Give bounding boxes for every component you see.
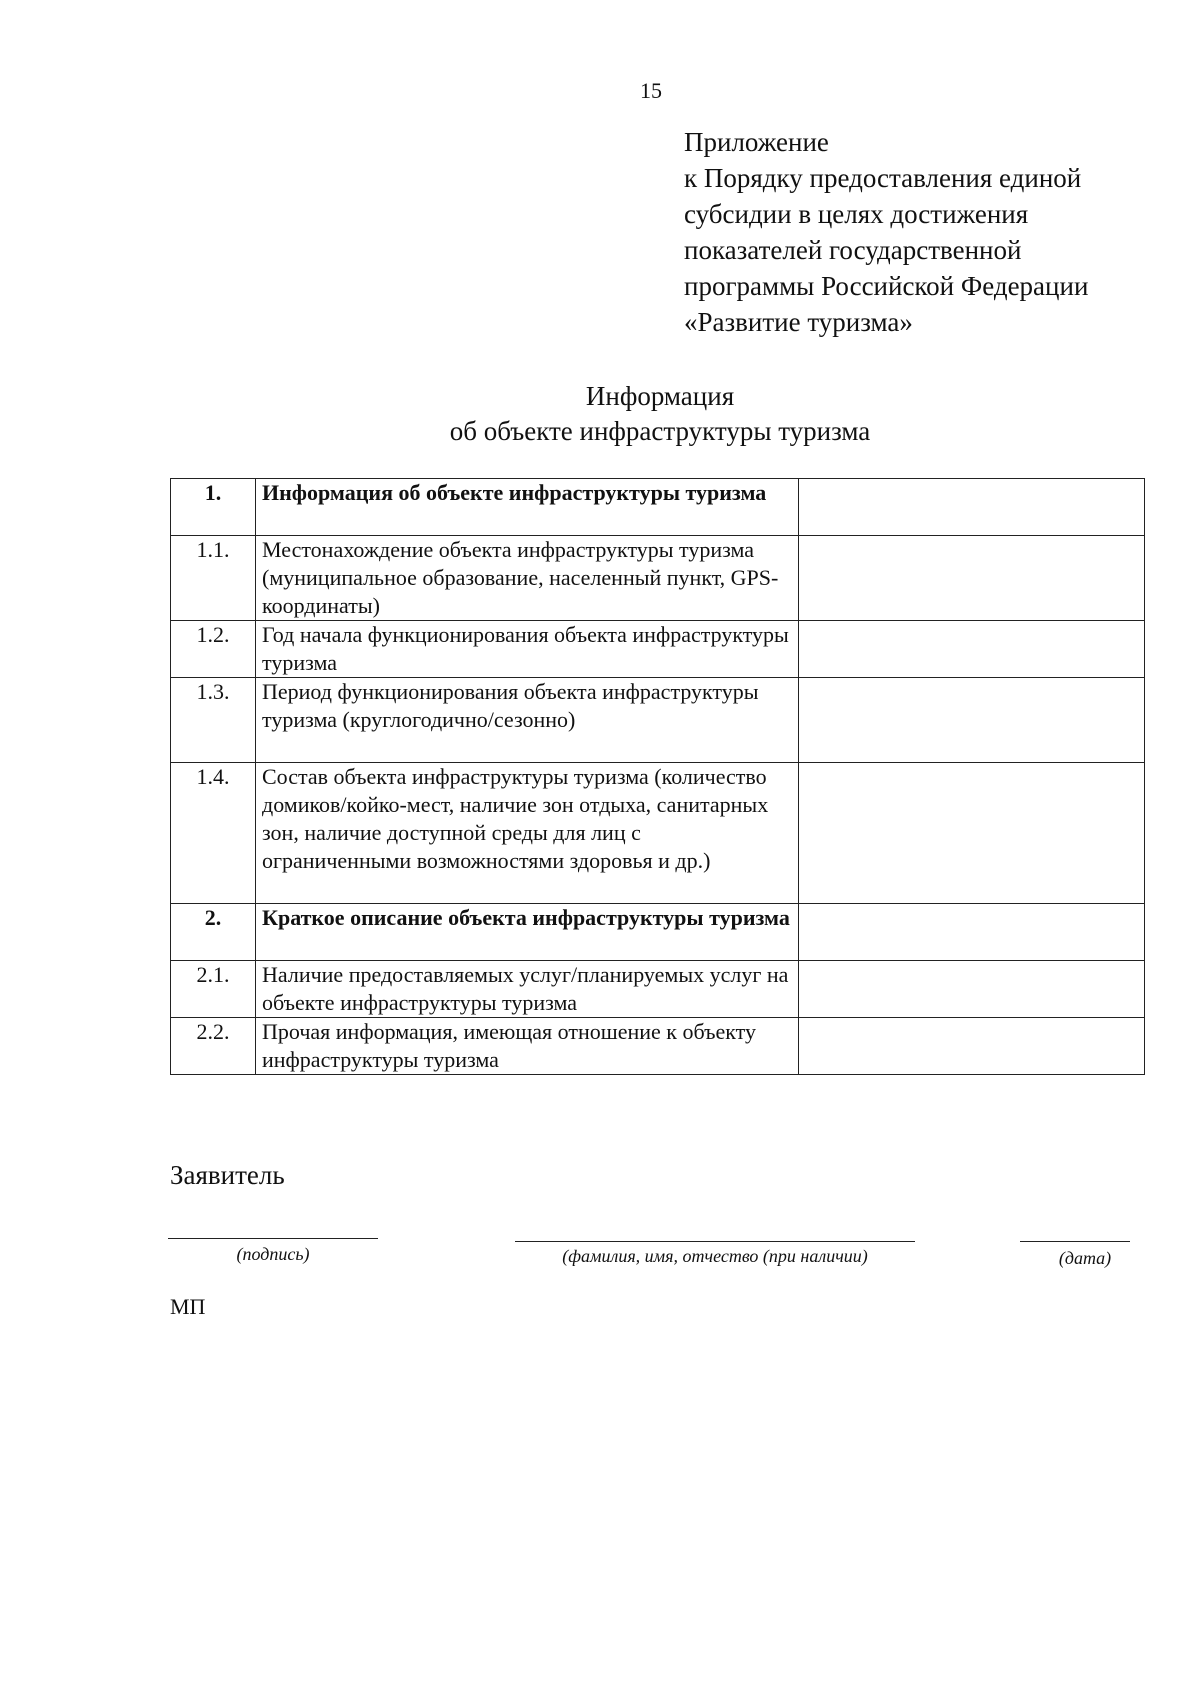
row-number: 2. xyxy=(171,904,256,961)
row-description: Краткое описание объекта инфраструктуры туризма xyxy=(256,904,799,961)
table-row xyxy=(171,961,1145,1018)
row-value-cell[interactable] xyxy=(799,904,1145,961)
row-value-cell[interactable] xyxy=(799,621,1145,678)
row-value-cell[interactable] xyxy=(799,536,1145,621)
row-number: 1.3. xyxy=(171,678,256,763)
info-table xyxy=(170,478,1145,1075)
row-value-cell[interactable] xyxy=(799,678,1145,763)
signature-line[interactable] xyxy=(168,1238,378,1239)
signature-caption: (подпись) xyxy=(236,1244,310,1264)
row-description: Год начала функционирования объекта инфраструктуры туризма xyxy=(256,621,799,678)
page-number: 15 xyxy=(640,78,662,103)
row-value-cell[interactable] xyxy=(799,479,1145,536)
appendix-line: Приложение xyxy=(684,127,829,157)
row-description: Период функционирования объекта инфраструктуры туризма (круглогодично/сезонно) xyxy=(256,678,799,763)
date-line[interactable] xyxy=(1020,1241,1130,1242)
full-name-line[interactable] xyxy=(515,1241,915,1242)
table-row xyxy=(171,621,1145,678)
row-description: Наличие предоставляемых услуг/планируемых услуг на объекте инфраструктуры туризма xyxy=(256,961,799,1018)
appendix-line: «Развитие туризма» xyxy=(684,307,913,337)
table-row xyxy=(171,479,1145,536)
row-value-cell[interactable] xyxy=(799,961,1145,1018)
row-number: 2.2. xyxy=(171,1018,256,1075)
table-row xyxy=(171,1018,1145,1075)
row-number: 1. xyxy=(171,479,256,536)
appendix-line: показателей государственной xyxy=(684,235,1022,265)
row-description: Состав объекта инфраструктуры туризма (количество домиков/койко-мест, наличие зон отдыха, санитарных зон, наличие доступной среды для лиц с ограниченными возможностями здоровья и др.) xyxy=(256,763,799,904)
row-number: 1.4. xyxy=(171,763,256,904)
row-description: Информация об объекте инфраструктуры туризма xyxy=(256,479,799,536)
document-title xyxy=(0,379,1200,449)
row-description: Прочая информация, имеющая отношение к объекту инфраструктуры туризма xyxy=(256,1018,799,1075)
row-value-cell[interactable] xyxy=(799,763,1145,904)
date-caption: (дата) xyxy=(1058,1248,1112,1268)
appendix-line: программы Российской Федерации xyxy=(684,271,1089,301)
appendix-line: к Порядку предоставления единой xyxy=(684,163,1082,193)
row-description: Местонахождение объекта инфраструктуры туризма (муниципальное образование, населенный пункт, GPS-координаты) xyxy=(256,536,799,621)
stamp-label: МП xyxy=(170,1294,206,1319)
appendix-line: субсидии в целях достижения xyxy=(684,199,1029,229)
table-row xyxy=(171,678,1145,763)
table-row xyxy=(171,536,1145,621)
applicant-label: Заявитель xyxy=(170,1160,285,1190)
document-title-line2: об объекте инфраструктуры туризма xyxy=(449,416,871,446)
document-title-line1: Информация xyxy=(585,381,735,411)
table-row xyxy=(171,904,1145,961)
row-number: 1.2. xyxy=(171,621,256,678)
row-value-cell[interactable] xyxy=(799,1018,1145,1075)
row-number: 1.1. xyxy=(171,536,256,621)
table-row xyxy=(171,763,1145,904)
row-number: 2.1. xyxy=(171,961,256,1018)
appendix-block xyxy=(684,124,1164,340)
full-name-caption: (фамилия, имя, отчество (при наличии) xyxy=(562,1246,868,1266)
